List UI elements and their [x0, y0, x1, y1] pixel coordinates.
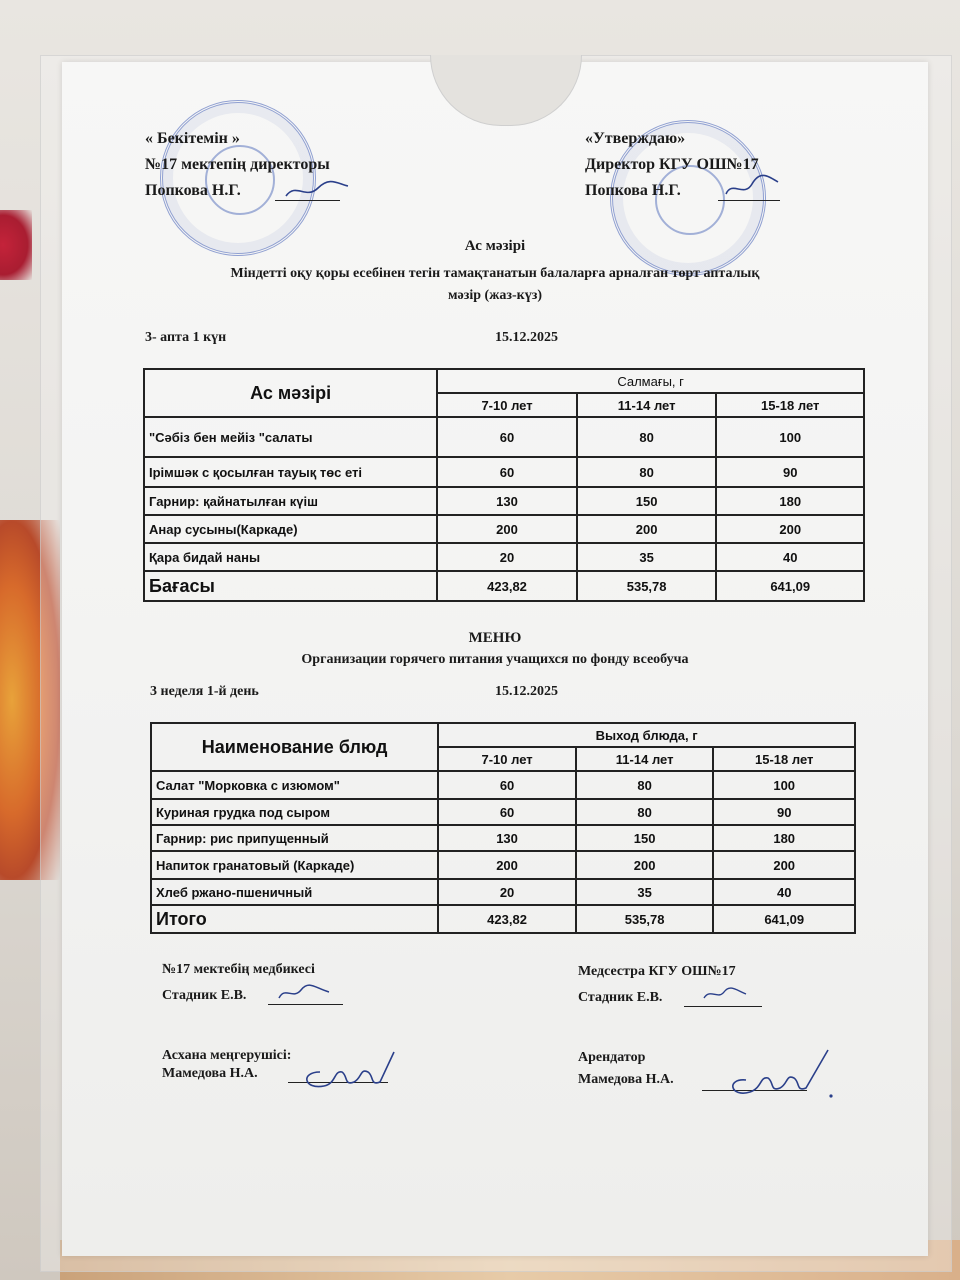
total-price: 423,82 [438, 905, 576, 933]
dish-name: Қара бидай наны [144, 543, 437, 571]
total-label: Итого [151, 905, 438, 933]
kz-weight-header: Салмағы, г [437, 369, 864, 393]
ru-approve-title: «Утверждаю» [585, 130, 686, 147]
nurse-ru-signature-line [684, 1006, 762, 1007]
table-row [144, 417, 864, 457]
dish-weight: 130 [438, 825, 576, 851]
dish-name: "Сәбіз бен мейіз "салаты [144, 417, 437, 457]
dish-name: Салат "Морковка с изюмом" [151, 771, 438, 799]
dish-weight: 80 [577, 417, 717, 457]
ru-menu-table [150, 722, 856, 934]
dish-weight: 20 [437, 543, 577, 571]
dish-weight: 90 [713, 799, 855, 825]
dish-weight: 35 [577, 543, 717, 571]
table-row [144, 515, 864, 543]
kz-menu-table [143, 368, 865, 602]
dish-name: Гарнир: қайнатылған күіш [144, 487, 437, 515]
dish-name: Напиток гранатовый (Каркаде) [151, 851, 438, 879]
dish-name: Куриная грудка под сыром [151, 799, 438, 825]
dish-weight: 180 [716, 487, 864, 515]
dish-weight: 60 [438, 799, 576, 825]
table-row [151, 771, 855, 799]
canteen-kz-signature-icon [290, 1042, 400, 1096]
table-total-row [144, 571, 864, 601]
ru-menu-subtitle: Организации горячего питания учащихся по фонду всеобуча [301, 652, 689, 667]
ru-age-group: 7-10 лет [438, 747, 576, 771]
dish-weight: 200 [576, 851, 714, 879]
dish-weight: 35 [576, 879, 714, 905]
dish-weight: 20 [438, 879, 576, 905]
kz-director-name: Попкова Н.Г. [145, 182, 241, 199]
canteen-kz-name: Мамедова Н.А. [162, 1066, 258, 1081]
table-total-row [151, 905, 855, 933]
dish-name: Гарнир: рис припущенный [151, 825, 438, 851]
ru-director-line: Директор КГУ ОШ№17 [585, 156, 759, 173]
nurse-kz-signature-line [268, 1004, 343, 1005]
ru-director-name: Попкова Н.Г. [585, 182, 681, 199]
dish-weight: 40 [713, 879, 855, 905]
table-row [144, 457, 864, 487]
table-row [144, 487, 864, 515]
ru-age-group: 15-18 лет [713, 747, 855, 771]
kz-director-line: №17 мектепің директоры [145, 156, 330, 173]
kz-menu-subtitle-2: мәзір (жаз-күз) [447, 288, 542, 303]
dish-weight: 80 [576, 771, 714, 799]
table-row [151, 879, 855, 905]
ru-menu-title: МЕНЮ [468, 630, 522, 646]
ru-date: 15.12.2025 [495, 684, 558, 699]
dish-weight: 200 [713, 851, 855, 879]
nurse-kz-line: №17 мектебің медбикесі [162, 962, 315, 977]
dish-weight: 80 [576, 799, 714, 825]
kz-age-group: 15-18 лет [716, 393, 864, 417]
table-row [151, 799, 855, 825]
dish-weight: 100 [716, 417, 864, 457]
table-row [144, 543, 864, 571]
kz-age-group: 11-14 лет [577, 393, 717, 417]
ru-age-group: 11-14 лет [576, 747, 714, 771]
dish-weight: 200 [438, 851, 576, 879]
kz-name-header: Ас мәзірі [144, 369, 437, 417]
kz-age-group: 7-10 лет [437, 393, 577, 417]
tenant-ru-signature-icon [718, 1046, 838, 1100]
dish-weight: 150 [576, 825, 714, 851]
nurse-ru-line: Медсестра КГУ ОШ№17 [578, 964, 736, 979]
table-row [151, 825, 855, 851]
total-label: Бағасы [144, 571, 437, 601]
nurse-kz-signature-icon [275, 980, 335, 1004]
dish-name: Ірімшәк с қосылған тауық төс еті [144, 457, 437, 487]
kz-week-day: 3- апта 1 күн [145, 330, 227, 345]
dish-weight: 180 [713, 825, 855, 851]
kz-menu-title: Ас мәзірі [464, 238, 526, 254]
dish-weight: 60 [437, 457, 577, 487]
ru-week-day: 3 неделя 1-й день [150, 684, 259, 699]
nurse-ru-name: Стадник Е.В. [578, 990, 663, 1005]
dish-weight: 60 [437, 417, 577, 457]
kz-menu-subtitle-1: Міндетті оқу қоры есебінен тегін тамақтанатын балаларға арналған төрт апталық [230, 266, 760, 281]
dish-weight: 90 [716, 457, 864, 487]
total-price: 535,78 [576, 905, 714, 933]
background-flower [0, 210, 32, 280]
ru-weight-header: Выход блюда, г [438, 723, 855, 747]
canteen-kz-line: Асхана меңгерушісі: [162, 1048, 292, 1063]
total-price: 535,78 [577, 571, 717, 601]
kz-director-signature-icon [282, 178, 352, 204]
dish-weight: 200 [437, 515, 577, 543]
dish-weight: 130 [437, 487, 577, 515]
tenant-ru-line: Арендатор [578, 1050, 646, 1065]
nurse-ru-signature-icon [700, 982, 750, 1004]
total-price: 641,09 [713, 905, 855, 933]
dish-weight: 200 [577, 515, 717, 543]
kz-date: 15.12.2025 [495, 330, 558, 345]
dish-weight: 40 [716, 543, 864, 571]
dish-weight: 60 [438, 771, 576, 799]
dish-weight: 200 [716, 515, 864, 543]
dish-name: Хлеб ржано-пшеничный [151, 879, 438, 905]
dish-weight: 80 [577, 457, 717, 487]
total-price: 423,82 [437, 571, 577, 601]
ru-name-header: Наименование блюд [151, 723, 438, 771]
dish-weight: 100 [713, 771, 855, 799]
dish-name: Анар сусыны(Каркаде) [144, 515, 437, 543]
ru-director-signature-icon [722, 172, 782, 202]
table-row [151, 851, 855, 879]
nurse-kz-name: Стадник Е.В. [162, 988, 247, 1003]
tenant-ru-name: Мамедова Н.А. [578, 1072, 674, 1087]
kz-approve-title: « Бекітемін » [145, 130, 240, 147]
total-price: 641,09 [716, 571, 864, 601]
dish-weight: 150 [577, 487, 717, 515]
